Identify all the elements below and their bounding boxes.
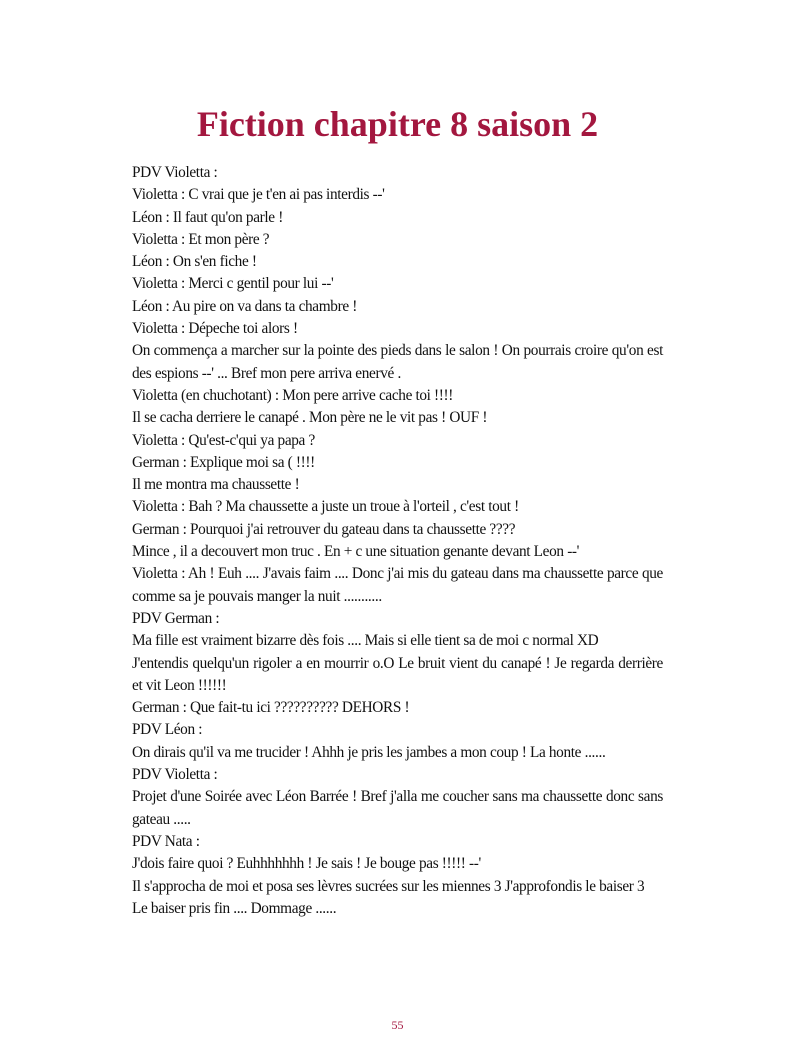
text-paragraph: On dirais qu'il va me trucider ! Ahhh je pris les jambes a mon coup ! La honte ...... <box>132 743 606 761</box>
text-line: PDV Nata : <box>132 832 200 850</box>
text-line: PDV Violetta : <box>132 766 218 784</box>
story-text <box>132 162 663 920</box>
text-line: J'dois faire quoi ? Euhhhhhhh ! Je sais ! Je bouge pas !!!!! --' <box>132 855 481 873</box>
text-line: Violetta : Dépeche toi alors ! <box>132 320 298 338</box>
text-line: PDV Léon : <box>132 721 203 739</box>
text-paragraph: J'entendis quelqu'un rigoler a en mourrir o.O Le bruit vient du canapé ! Je regarda derrière et vit Leon !!!!!! <box>132 654 663 694</box>
text-paragraph: Ma fille est vraiment bizarre dès fois .... Mais si elle tient sa de moi c normal XD <box>132 632 599 650</box>
text-line: Mince , il a decouvert mon truc . En + c une situation genante devant Leon --' <box>132 543 580 561</box>
text-line: PDV German : <box>132 609 220 627</box>
text-line: Violetta : C vrai que je t'en ai pas interdis --' <box>132 186 385 204</box>
text-line: Léon : Au pire on va dans ta chambre ! <box>132 297 357 315</box>
page-number: 55 <box>391 1018 404 1032</box>
text-line: German : Explique moi sa ( !!!! <box>132 453 315 471</box>
text-line: Il se cacha derriere le canapé . Mon père ne le vit pas ! OUF ! <box>132 409 488 427</box>
text-line: Le baiser pris fin .... Dommage ...... <box>132 899 337 917</box>
text-line: Violetta : Merci c gentil pour lui --' <box>132 275 334 293</box>
text-line: Violetta : Qu'est-c'qui ya papa ? <box>132 431 315 449</box>
text-line: Il me montra ma chaussette ! <box>132 476 300 494</box>
text-line: Violetta : Bah ? Ma chaussette a juste un troue à l'orteil , c'est tout ! <box>132 498 519 516</box>
text-line: Violetta (en chuchotant) : Mon pere arrive cache toi !!!! <box>132 386 454 404</box>
text-paragraph: Violetta : Ah ! Euh .... J'avais faim .... Donc j'ai mis du gateau dans ma chaussette parce que comme sa je pouvais manger la nuit ........... <box>132 565 663 605</box>
text-line: German : Pourquoi j'ai retrouver du gateau dans ta chaussette ???? <box>132 520 516 538</box>
text-paragraph: Projet d'une Soirée avec Léon Barrée ! Bref j'alla me coucher sans ma chaussette donc sans gateau ..... <box>132 788 663 828</box>
text-line: Léon : Il faut qu'on parle ! <box>132 208 283 226</box>
text-line: Léon : On s'en fiche ! <box>132 253 257 271</box>
text-line: PDV Violetta : <box>132 164 218 181</box>
text-paragraph: On commença a marcher sur la pointe des pieds dans le salon ! On pourrais croire qu'on est des espions --' ... Bref mon pere arriva enervé . <box>132 342 663 382</box>
text-line: German : Que fait-tu ici ?????????? DEHORS ! <box>132 699 410 717</box>
page-title: Fiction chapitre 8 saison 2 <box>196 104 599 144</box>
text-line: Violetta : Et mon père ? <box>132 230 270 248</box>
text-paragraph: Il s'approcha de moi et posa ses lèvres sucrées sur les miennes 3 J'approfondis le baiser 3 <box>132 877 645 895</box>
